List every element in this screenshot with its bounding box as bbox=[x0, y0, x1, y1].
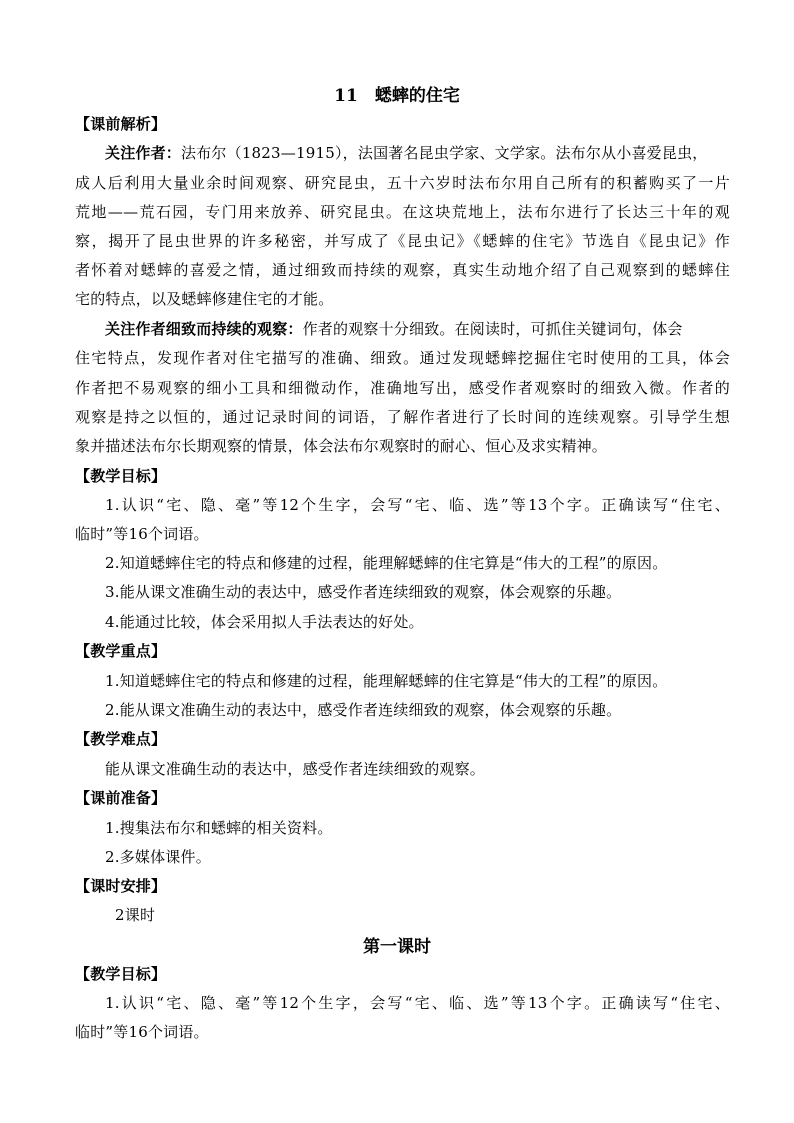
paragraph-author-line-2: 成人后利用大量业余时间观察、研究昆虫，五十六岁时法布尔用自己所有的积蓄购买了一片 bbox=[75, 174, 730, 192]
first-lesson-title: 第一课时 bbox=[363, 937, 431, 957]
paragraph-observation-text-1: 作者的观察十分细致。在阅读时，可抓住关键词句，体会 bbox=[302, 320, 683, 338]
section-heading-preparation: 【课前准备】 bbox=[75, 789, 167, 807]
goal-3: 3.能从课文准确生动的表达中，感受作者连续细致的观察，体会观察的乐趣。 bbox=[105, 583, 622, 601]
paragraph-author-label: 关注作者： bbox=[105, 144, 182, 162]
paragraph-author-text-1: 法布尔（1823—1915），法国著名昆虫学家、文学家。法布尔从小喜爱昆虫， bbox=[181, 144, 708, 162]
paragraph-author-line-4: 察，揭开了昆虫世界的许多秘密，并写成了《昆虫记》《蟋蟀的住宅》节选自《昆虫记》作 bbox=[75, 232, 730, 250]
section-heading-key-points: 【教学重点】 bbox=[75, 642, 167, 660]
paragraph-author-line-1 bbox=[105, 143, 730, 163]
difficulty-1: 能从课文准确生动的表达中，感受作者连续细致的观察。 bbox=[105, 760, 486, 778]
preparation-2: 2.多媒体课件。 bbox=[105, 848, 211, 866]
section-heading-pre-analysis: 【课前解析】 bbox=[75, 115, 167, 133]
section-heading-goals: 【教学目标】 bbox=[75, 467, 167, 485]
paragraph-observation-line-1 bbox=[105, 319, 730, 339]
goal-1-line-1: 1.认识“宅、隐、毫”等12个生字，会写“宅、临、选”等13个字。正确读写“住宅、 bbox=[105, 496, 730, 514]
goal-4: 4.能通过比较，体会采用拟人手法表达的好处。 bbox=[105, 613, 424, 631]
paragraph-observation-line-3: 作者把不易观察的细小工具和细微动作，准确地写出，感受作者观察时的细致入微。作者的 bbox=[75, 379, 730, 397]
preparation-1: 1.搜集法布尔和蟋蟀的相关资料。 bbox=[105, 819, 333, 837]
paragraph-observation-line-5: 象并描述法布尔长期观察的情景，体会法布尔观察时的耐心、恒心及求实精神。 bbox=[75, 437, 608, 455]
key-point-1: 1.知道蟋蟀住宅的特点和修建的过程，能理解蟋蟀的住宅算是“伟大的工程”的原因。 bbox=[105, 672, 668, 690]
section-heading-schedule: 【课时安排】 bbox=[75, 877, 167, 895]
first-lesson-goal-1-line-1: 1.认识“宅、隐、毫”等12个生字，会写“宅、临、选”等13个字。正确读写“住宅、 bbox=[105, 994, 730, 1012]
paragraph-observation-label: 关注作者细致而持续的观察： bbox=[105, 320, 303, 338]
section-heading-goals-first-lesson: 【教学目标】 bbox=[75, 965, 167, 983]
paragraph-observation-line-4: 观察是持之以恒的，通过记录时间的词语，了解作者进行了长时间的连续观察。引导学生想 bbox=[75, 408, 730, 426]
paragraph-observation-line-2: 住宅特点，发现作者对住宅描写的准确、细致。通过发现蟋蟀挖掘住宅时使用的工具，体会 bbox=[75, 349, 730, 367]
key-point-2: 2.能从课文准确生动的表达中，感受作者连续细致的观察，体会观察的乐趣。 bbox=[105, 701, 622, 719]
document-title: 11 蟋蟀的住宅 bbox=[334, 86, 460, 106]
paragraph-author-line-3: 荒地——荒石园，专门用来放养、研究昆虫。在这块荒地上，法布尔进行了长达三十年的观 bbox=[75, 203, 730, 221]
paragraph-author-line-6: 宅的特点，以及蟋蟀修建住宅的才能。 bbox=[75, 290, 334, 308]
goal-2: 2.知道蟋蟀住宅的特点和修建的过程，能理解蟋蟀的住宅算是“伟大的工程”的原因。 bbox=[105, 554, 668, 572]
goal-1-line-2: 临时”等16个词语。 bbox=[75, 525, 209, 543]
section-heading-difficulties: 【教学难点】 bbox=[75, 730, 167, 748]
paragraph-author-line-5: 者怀着对蟋蟀的喜爱之情，通过细致而持续的观察，真实生动地介绍了自己观察到的蟋蟀住 bbox=[75, 261, 730, 279]
schedule-1: 2课时 bbox=[115, 906, 156, 924]
first-lesson-goal-1-line-2: 临时”等16个词语。 bbox=[75, 1023, 209, 1041]
